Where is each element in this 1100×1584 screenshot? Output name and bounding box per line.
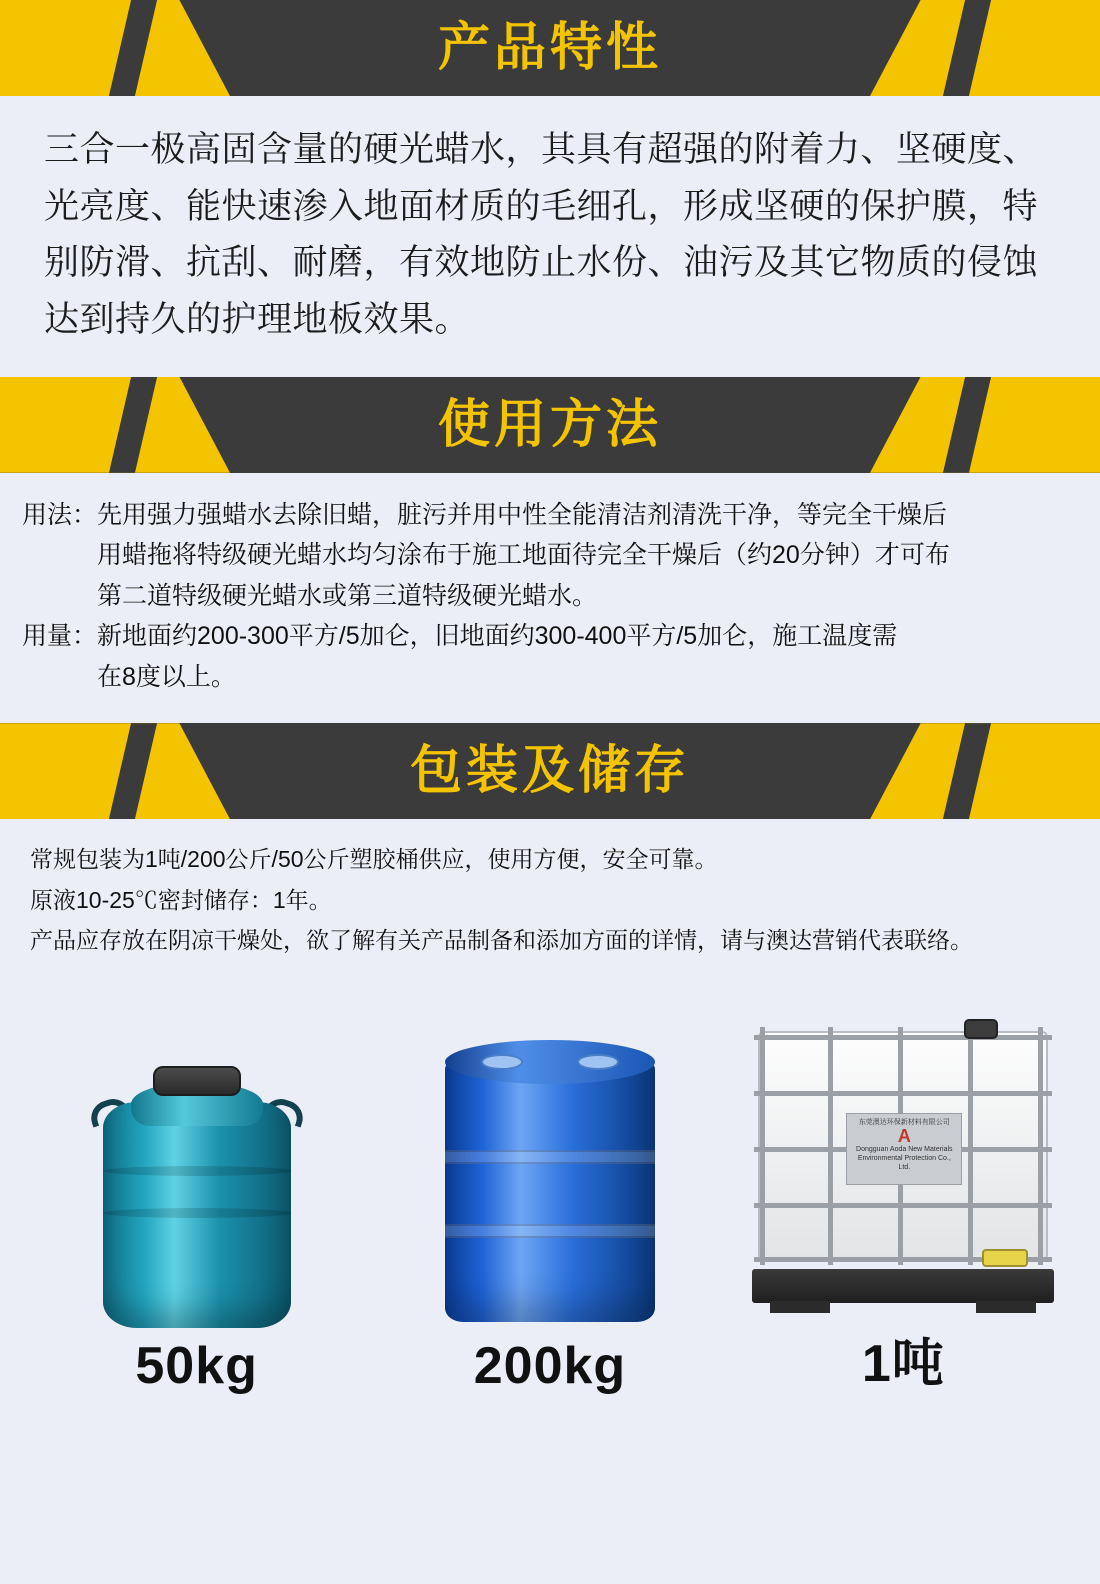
ibc-cage-bar <box>754 1091 1052 1096</box>
usage-title: 使用方法 <box>437 395 662 454</box>
usage-row <box>22 495 1066 617</box>
band-chevron-right <box>870 377 1100 473</box>
packaging-title: 包装及储存 <box>409 742 690 801</box>
features-block <box>0 96 1100 377</box>
drum-rib <box>445 1224 655 1238</box>
usage-line: 先用强力强蜡水去除旧蜡，脏污并用中性全能清洁剂清洗干净，等完全干燥后 <box>97 500 948 529</box>
ibc-label <box>846 1113 962 1185</box>
packaging-line: 原液10-25℃密封储存：1年。 <box>30 886 332 913</box>
blue-drum-icon <box>445 1028 655 1328</box>
usage-body <box>97 616 1066 697</box>
drum-ring <box>103 1208 291 1218</box>
product-caption: 1吨 <box>861 1335 945 1393</box>
usage-label: 用法： <box>22 500 98 529</box>
ibc-label-company-en: Dongguan Aoda New Materials Environmental Protection Co., Ltd. <box>856 1146 953 1172</box>
ibc-cage-bar <box>828 1027 833 1265</box>
teal-drum-icon <box>97 1058 297 1328</box>
ibc-cage-bar <box>968 1027 973 1265</box>
usage-body <box>97 495 1066 617</box>
drum-ring <box>103 1166 291 1176</box>
product-image-200kg <box>385 998 715 1328</box>
drum-cap <box>481 1054 523 1070</box>
ibc-valve <box>982 1249 1028 1267</box>
section-header-features <box>0 0 1100 96</box>
ibc-cage-bar <box>1038 1027 1043 1265</box>
usage-label: 用量： <box>22 622 98 651</box>
ibc-fill-cap <box>964 1019 998 1039</box>
drum-top <box>445 1040 655 1084</box>
usage-line: 第二道特级硬光蜡水或第三道特级硬光蜡水。 <box>97 581 598 610</box>
band-chevron-left <box>0 377 230 473</box>
band-chevron-right <box>870 723 1100 819</box>
product-caption: 50kg <box>135 1337 258 1395</box>
features-body: 三合一极高固含量的硬光蜡水，其具有超强的附着力、坚硬度、光亮度、能快速渗入地面材质的毛细孔，形成坚硬的保护膜，特别防滑、抗刮、耐磨，有效地防止水份、油污及其它物质的侵蚀达到持久的护理地板效果。 <box>44 130 1039 340</box>
ibc-cage-bar <box>754 1203 1052 1208</box>
ibc-cage-bar <box>760 1027 765 1265</box>
drum-cap <box>577 1054 619 1070</box>
product-item-200kg <box>385 998 715 1396</box>
product-image-50kg <box>32 998 362 1328</box>
drum-body <box>445 1056 655 1322</box>
packaging-line: 产品应存放在阴凉干燥处，欲了解有关产品制备和添加方面的详情，请与澳达营销代表联络。 <box>30 926 973 953</box>
band-chevron-left <box>0 0 230 96</box>
drum-lid <box>153 1066 241 1096</box>
ibc-label-company: 东莞澳达环保新材料有限公司 <box>858 1119 950 1126</box>
usage-row <box>22 616 1066 697</box>
ibc-tote-icon <box>738 1013 1068 1313</box>
usage-line: 在8度以上。 <box>97 662 236 691</box>
product-item-1ton <box>738 983 1068 1396</box>
product-image-1ton <box>738 983 1068 1313</box>
ibc-cage-bar <box>754 1035 1052 1040</box>
packaging-block <box>0 819 1100 966</box>
features-title: 产品特性 <box>437 19 662 77</box>
ibc-logo-icon: A <box>897 1126 911 1147</box>
usage-line: 新地面约200-300平方/5加仑，旧地面约300-400平方/5加仑，施工温度需 <box>97 622 898 651</box>
ibc-pallet <box>752 1269 1054 1303</box>
product-item-50kg <box>32 998 362 1396</box>
product-gallery <box>0 966 1100 1396</box>
section-header-packaging <box>0 723 1100 819</box>
usage-block <box>0 473 1100 724</box>
product-caption: 200kg <box>473 1337 627 1395</box>
band-chevron-left <box>0 723 230 819</box>
usage-line: 用蜡拖将特级硬光蜡水均匀涂布于施工地面待完全干燥后（约20分钟）才可布 <box>97 541 950 570</box>
section-header-usage <box>0 377 1100 473</box>
packaging-line: 常规包装为1吨/200公斤/50公斤塑胶桶供应，使用方便，安全可靠。 <box>30 846 718 873</box>
drum-rib <box>445 1150 655 1164</box>
band-chevron-right <box>870 0 1100 96</box>
